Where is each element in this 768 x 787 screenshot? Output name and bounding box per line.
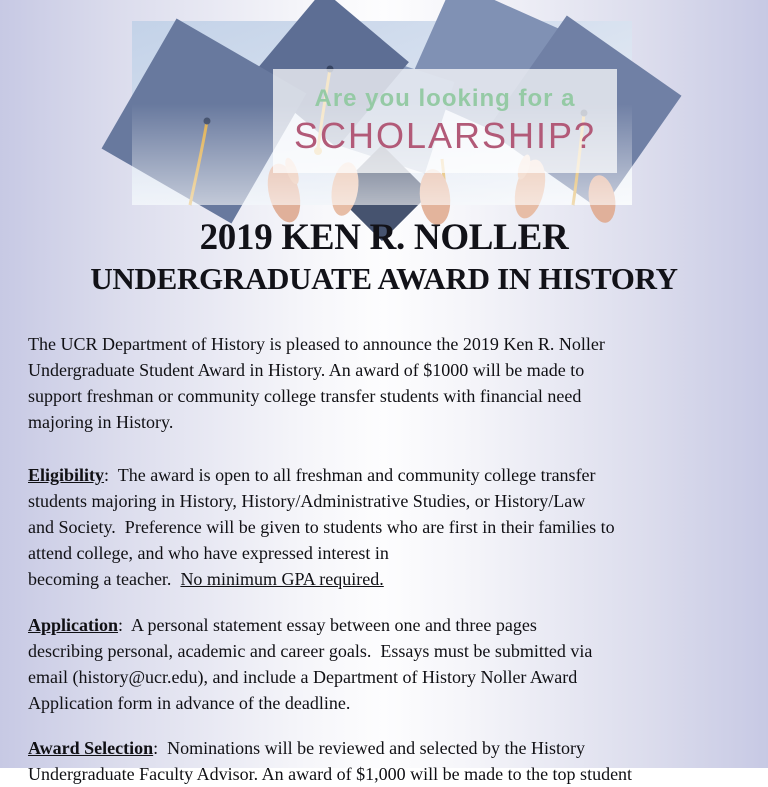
- section-eligibility: [28, 462, 744, 592]
- eligibility-heading: Eligibility: [28, 465, 105, 485]
- intro-paragraph: [28, 331, 744, 435]
- award-selection-text: : Nominations will be reviewed and selected by the History: [153, 738, 586, 758]
- hero-text-panel: [273, 69, 617, 173]
- application-heading: Application: [28, 615, 119, 635]
- hero-question-text: Are you looking for a: [314, 85, 576, 112]
- application-line: email (history@ucr.edu), and include a Department of History Noller Award: [28, 667, 578, 687]
- award-selection-line: Undergraduate Faculty Advisor. An award of $1,000 will be made to the top student: [28, 764, 633, 784]
- eligibility-line: attend college, and who have expressed interest in: [28, 543, 389, 563]
- eligibility-heading-line: [28, 462, 744, 488]
- title-line-2: UNDERGRADUATE AWARD IN HISTORY: [90, 261, 678, 296]
- intro-line: support freshman or community college transfer students with financial need: [28, 386, 582, 406]
- eligibility-tail-line: [28, 566, 744, 592]
- eligibility-tail-text: becoming a teacher.: [28, 569, 181, 589]
- title-line-1: 2019 KEN R. NOLLER: [199, 217, 569, 258]
- application-text: : A personal statement essay between one and three pages: [118, 615, 537, 635]
- application-line: describing personal, academic and career goals. Essays must be submitted via: [28, 641, 593, 661]
- award-heading-line: [28, 735, 744, 761]
- application-heading-line: [28, 612, 744, 638]
- eligibility-line: and Society. Preference will be given to students who are first in their families to: [28, 517, 615, 537]
- award-selection-heading: Award Selection: [28, 738, 154, 758]
- section-award-selection: [28, 735, 744, 787]
- page-title: [0, 216, 768, 297]
- intro-line: majoring in History.: [28, 412, 174, 432]
- no-gpa-required-note: No minimum GPA required.: [180, 569, 384, 589]
- intro-line: Undergraduate Student Award in History. An award of $1000 will be made to: [28, 360, 585, 380]
- section-application: [28, 612, 744, 716]
- eligibility-line: students majoring in History, History/Administrative Studies, or History/Law: [28, 491, 586, 511]
- hero-image: [132, 21, 632, 205]
- hero-scholarship-text: SCHOLARSHIP?: [293, 115, 597, 156]
- intro-line: The UCR Department of History is pleased to announce the 2019 Ken R. Noller: [28, 334, 605, 354]
- application-line: Application form in advance of the deadline.: [28, 693, 351, 713]
- eligibility-text: : The award is open to all freshman and community college transfer: [104, 465, 596, 485]
